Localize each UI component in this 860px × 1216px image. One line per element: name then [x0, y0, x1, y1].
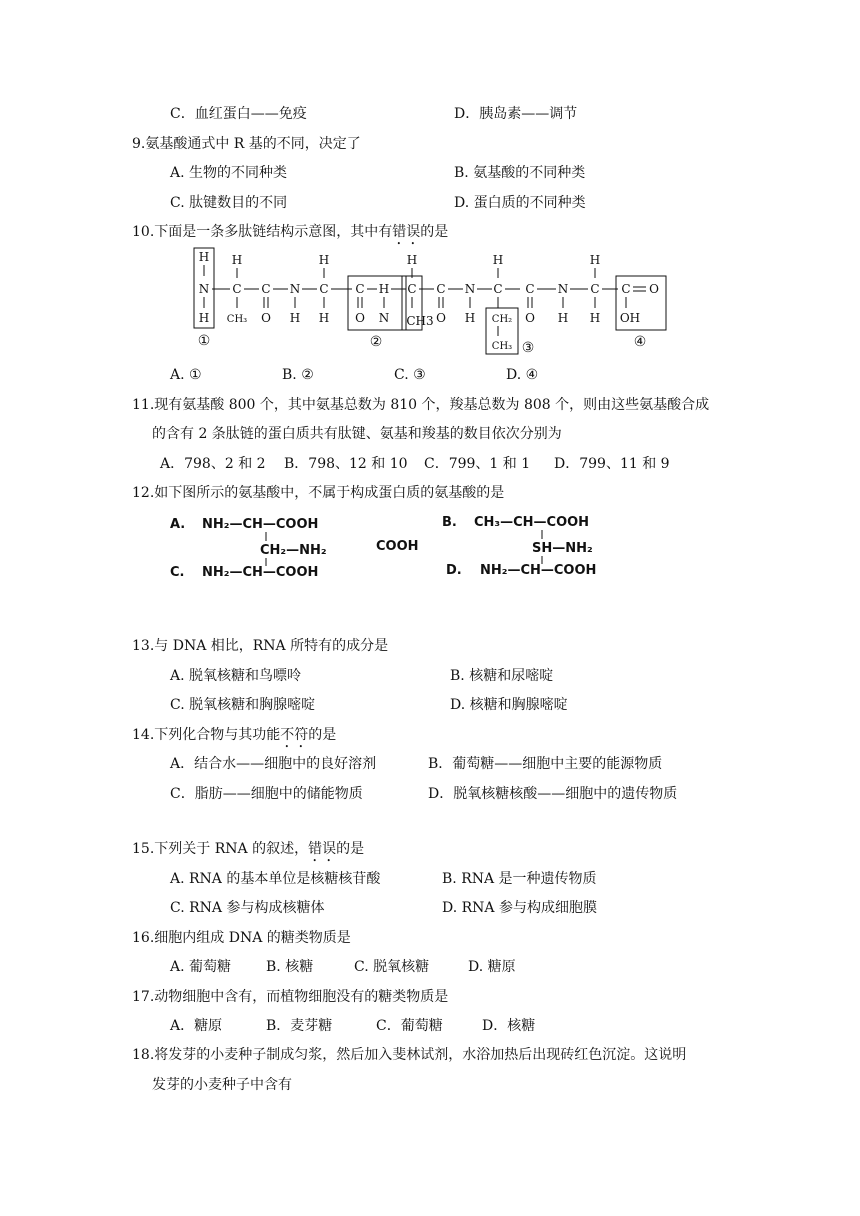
- q15-stem-prefix: 15.下列关于 RNA 的叙述，: [132, 841, 309, 857]
- q10-stem-emphasis: 错误: [392, 224, 421, 240]
- q13-option-a: A. 脱氧核糖和鸟嘌呤: [170, 668, 302, 684]
- q18-stem-line1: 18.将发芽的小麦种子制成匀浆，然后加入斐林试剂，水浴加热后出现砖红色沉淀。这说明: [132, 1047, 687, 1063]
- q12-stem: 12.如下图所示的氨基酸中，不属于构成蛋白质的氨基酸的是: [132, 485, 505, 501]
- q12-formula-a: NH₂—CH—COOH: [202, 517, 319, 532]
- q17-option-a: A．糖原: [170, 1018, 223, 1034]
- q10-option-b: B. ②: [282, 367, 314, 383]
- q15-stem: [132, 839, 364, 865]
- q15-stem-suffix: 的是: [336, 841, 365, 857]
- q14-option-a: A．结合水——细胞中的良好溶剂: [170, 756, 377, 772]
- q11-option-d: D．799、11 和 9: [554, 456, 670, 472]
- atom-h: H: [406, 253, 418, 267]
- atom-h: H: [318, 311, 330, 325]
- q16-option-d: D. 糖原: [468, 959, 516, 975]
- atom-c: C: [525, 282, 535, 296]
- q12-formula-c: NH₂—CH—COOH: [202, 565, 319, 580]
- q13-option-d: D. 核糖和胸腺嘧啶: [450, 697, 568, 713]
- q12-formula-d: NH₂—CH—COOH: [480, 563, 597, 578]
- q17-stem: 17.动物细胞中含有，而植物细胞没有的糖类物质是: [132, 989, 449, 1005]
- atom-h: H: [289, 311, 301, 325]
- atom-n: N: [557, 282, 569, 296]
- q9-stem: 9.氨基酸通式中 R 基的不同，决定了: [132, 136, 361, 152]
- q9-option-a: A. 生物的不同种类: [170, 165, 288, 181]
- q14-option-b: B．葡萄糖——细胞中主要的能源物质: [428, 756, 663, 772]
- q12-label-a: A.: [170, 517, 186, 532]
- q10-stem-suffix: 的是: [420, 224, 449, 240]
- q10-option-d: D. ④: [506, 367, 539, 383]
- q13-option-c: C. 脱氧核糖和胸腺嘧啶: [170, 697, 316, 713]
- polypeptide-diagram: [180, 246, 680, 356]
- q14-option-c: C．脂肪——细胞中的储能物质: [170, 786, 363, 802]
- q15-option-d: D. RNA 参与构成细胞膜: [442, 900, 597, 916]
- q15-option-c: C. RNA 参与构成核糖体: [170, 900, 325, 916]
- q13-stem: 13.与 DNA 相比，RNA 所特有的成分是: [132, 638, 389, 654]
- q17-option-d: D．核糖: [482, 1018, 536, 1034]
- atom-h: H: [318, 253, 330, 267]
- q8-option-c: C．血红蛋白——免疫: [170, 106, 307, 122]
- atom-o: O: [525, 311, 535, 325]
- q13-option-b: B. 核糖和尿嘧啶: [450, 668, 554, 684]
- q16-option-a: A. 葡萄糖: [170, 959, 232, 975]
- q12-label-d: D.: [446, 563, 462, 578]
- q12-stray-text: COOH: [376, 539, 419, 554]
- q15-option-a: A. RNA 的基本单位是核糖核苷酸: [170, 871, 381, 887]
- atom-c: C: [621, 282, 631, 296]
- atom-n: N: [378, 311, 390, 325]
- atom-h: H: [492, 253, 504, 267]
- q16-stem: 16.细胞内组成 DNA 的糖类物质是: [132, 930, 351, 946]
- q11-option-a: A．798、2 和 2: [160, 456, 266, 472]
- q18-stem-line2: 发芽的小麦种子中含有: [152, 1077, 292, 1093]
- q10-stem: [132, 222, 448, 248]
- atom-h: H: [198, 250, 210, 264]
- q17-option-c: C．葡萄糖: [376, 1018, 443, 1034]
- atom-c: C: [319, 282, 329, 296]
- atom-c: C: [232, 282, 242, 296]
- q10-option-a: A. ①: [170, 367, 202, 383]
- atom-h: H: [198, 311, 210, 325]
- atom-h: H: [589, 253, 601, 267]
- atom-h: H: [589, 311, 601, 325]
- atom-o: O: [355, 311, 365, 325]
- q12-formula-b: CH₃—CH—COOH: [474, 515, 590, 530]
- q12-label-b: B.: [442, 515, 457, 530]
- q14-stem-emphasis: 不符: [280, 727, 309, 743]
- marker-3: ③: [521, 340, 535, 356]
- q12-label-c: C.: [170, 565, 185, 580]
- q9-option-d: D. 蛋白质的不同种类: [454, 195, 586, 211]
- q16-option-b: B. 核糖: [266, 959, 314, 975]
- q10-option-c: C. ③: [394, 367, 426, 383]
- atom-h: H: [378, 282, 390, 296]
- q11-option-c: C．799、1 和 1: [424, 456, 531, 472]
- q15-stem-emphasis: 错误: [308, 841, 337, 857]
- atom-oh: OH: [619, 311, 641, 325]
- marker-4: ④: [633, 334, 647, 350]
- atom-h: H: [231, 253, 243, 267]
- atom-c: C: [493, 282, 503, 296]
- atom-h: H: [464, 311, 476, 325]
- q8-option-d: D．胰岛素——调节: [454, 106, 578, 122]
- atom-n: N: [464, 282, 476, 296]
- q15-option-b: B. RNA 是一种遗传物质: [442, 871, 597, 887]
- q16-option-c: C. 脱氧核糖: [354, 959, 430, 975]
- atom-o: O: [261, 311, 271, 325]
- atom-n: N: [289, 282, 301, 296]
- atom-c: C: [590, 282, 600, 296]
- q11-option-b: B．798、12 和 10: [284, 456, 408, 472]
- marker-2: ②: [369, 334, 383, 350]
- atom-h: H: [557, 311, 569, 325]
- q9-option-b: B. 氨基酸的不同种类: [454, 165, 586, 181]
- atom-ch3: CH3: [406, 314, 434, 328]
- q10-stem-prefix: 10.下面是一条多肽链结构示意图，其中有: [132, 224, 393, 240]
- atom-n: N: [198, 282, 210, 296]
- atom-o: O: [436, 311, 446, 325]
- q11-stem-line2: 的含有 2 条肽链的蛋白质共有肽键、氨基和羧基的数目依次分别为: [152, 426, 562, 442]
- atom-ch2: CH₂: [491, 314, 513, 325]
- q17-option-b: B．麦芽糖: [266, 1018, 333, 1034]
- q11-stem-line1: 11.现有氨基酸 800 个，其中氨基总数为 810 个，羧基总数为 808 个，则由这些氨基酸合成: [132, 397, 710, 413]
- atom-ch3: CH₃: [226, 314, 248, 325]
- atom-c: C: [355, 282, 365, 296]
- q14-stem: [132, 725, 336, 751]
- atom-ch3: CH₃: [491, 341, 513, 352]
- atom-o: O: [649, 282, 659, 296]
- atom-c: C: [261, 282, 271, 296]
- atom-c: C: [407, 282, 417, 296]
- marker-1: ①: [197, 333, 211, 349]
- atom-c: C: [436, 282, 446, 296]
- q12-structures: [160, 508, 680, 584]
- q14-stem-suffix: 的是: [308, 727, 337, 743]
- q14-option-d: D．脱氧核糖核酸——细胞中的遗传物质: [428, 786, 678, 802]
- q14-stem-prefix: 14.下列化合物与其功能: [132, 727, 281, 743]
- q9-option-c: C. 肽键数目的不同: [170, 195, 288, 211]
- q12-side-b: SH—NH₂: [532, 541, 593, 556]
- q12-side-c: CH₂—NH₂: [260, 543, 327, 558]
